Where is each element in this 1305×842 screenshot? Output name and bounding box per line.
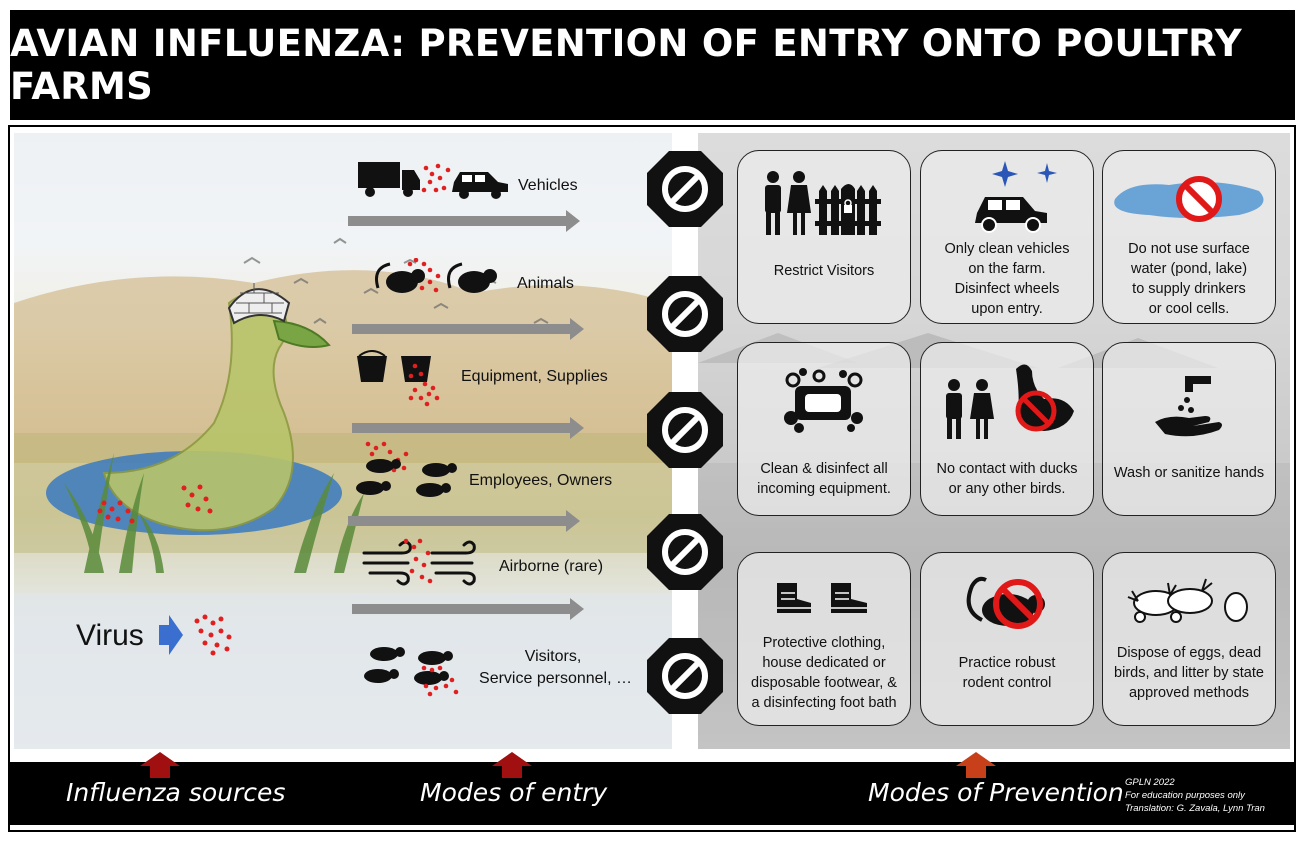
people-gate-icon [759, 169, 889, 239]
card-text-line: to supply drinkers [1132, 281, 1246, 297]
entry-arrow [348, 512, 580, 526]
rodents-icon [370, 258, 510, 298]
card-text-line: Dispose of eggs, dead [1116, 645, 1262, 661]
buckets-icon [355, 350, 455, 410]
mode-label-visitors-line2: Service personnel, … [479, 670, 632, 687]
credits-line: Translation: G. Zavala, Lynn Tran [1125, 803, 1265, 814]
card-text-line: birds, and litter by state [1114, 665, 1264, 681]
card-text-line: a disinfecting foot bath [751, 695, 897, 711]
vehicles-icon [358, 160, 508, 200]
card-rodent-control [920, 552, 1094, 726]
card-text-line: Wash or sanitize hands [1113, 465, 1265, 481]
card-text-line: Do not use surface [1128, 241, 1250, 257]
dead-birds-egg-icon [1124, 573, 1254, 633]
label-modes-of-entry: Modes of entry [420, 778, 608, 807]
card-text-line: Restrict Visitors [773, 263, 875, 279]
duck-illustration [44, 273, 404, 573]
card-text-line: Protective clothing, [762, 635, 886, 651]
soap-icon [779, 366, 869, 436]
wind-icon [362, 537, 492, 587]
virus-legend-icon [159, 611, 249, 661]
sparkling-car-icon [957, 157, 1057, 233]
stop-sign-icon [647, 392, 723, 468]
mode-label-visitors-line1: Visitors, [524, 648, 582, 665]
card-protective-clothing [737, 552, 911, 726]
card-text-line: rodent control [962, 675, 1052, 691]
card-text-line: Clean & disinfect all [760, 461, 888, 477]
card-text-line: or any other birds. [948, 481, 1066, 497]
label-influenza-sources: Influenza sources [66, 778, 286, 807]
card-text-line: water (pond, lake) [1130, 261, 1248, 277]
card-text-line: or cool cells. [1148, 301, 1230, 317]
entry-arrow [348, 212, 580, 226]
card-text-line: upon entry. [971, 301, 1043, 317]
up-arrow-icon [956, 752, 996, 778]
entry-arrow [352, 320, 584, 334]
virus-label: Virus [76, 619, 144, 652]
card-text-line: Disinfect wheels [954, 281, 1060, 297]
visitor-footprints-icon [360, 640, 470, 700]
card-text-line: Practice robust [958, 655, 1056, 671]
card-wash-hands [1102, 342, 1276, 516]
mode-label-employees: Employees, Owners [469, 472, 613, 489]
card-text-line: disposable footwear, & [751, 675, 897, 691]
entry-arrow [352, 419, 584, 433]
stop-sign-icon [647, 638, 723, 714]
card-clean-vehicles [920, 150, 1094, 324]
up-arrow-icon [140, 752, 180, 778]
label-modes-of-prevention: Modes of Prevention [868, 778, 1124, 807]
no-rodent-icon [952, 570, 1062, 634]
card-text-line: Only clean vehicles [944, 241, 1070, 257]
credits-line: GPLN 2022 [1125, 777, 1175, 788]
no-pond-icon [1109, 169, 1269, 229]
mode-label-equipment: Equipment, Supplies [461, 368, 608, 385]
card-text-line: incoming equipment. [757, 481, 891, 497]
card-text-line: approved methods [1128, 685, 1250, 701]
card-dispose-eggs [1102, 552, 1276, 726]
hand-wash-icon [1149, 370, 1229, 440]
stop-sign-icon [647, 151, 723, 227]
card-surface-water [1102, 150, 1276, 324]
card-text-line: No contact with ducks [936, 461, 1078, 477]
card-text-line: house dedicated or [762, 655, 886, 671]
title-bar [10, 10, 1295, 120]
mode-label-animals: Animals [517, 275, 574, 292]
mode-label-visitors [474, 646, 632, 690]
card-disinfect-equipment [737, 342, 911, 516]
mode-label-vehicles: Vehicles [518, 177, 578, 194]
page-title: AVIAN INFLUENZA: PREVENTION OF ENTRY ONTO POULTRY FARMS [10, 22, 1242, 108]
mode-label-airborne: Airborne (rare) [499, 558, 604, 575]
card-restrict-visitors [737, 150, 911, 324]
stop-sign-icon [647, 514, 723, 590]
people-no-birds-icon [932, 359, 1082, 445]
credits [1125, 776, 1265, 815]
credits-line: For education purposes only [1125, 790, 1245, 801]
entry-arrow [352, 600, 584, 614]
panel-divider [672, 127, 698, 827]
boots-icon [769, 577, 879, 617]
footprints-icon [350, 440, 470, 500]
stop-sign-icon [647, 276, 723, 352]
card-no-bird-contact [920, 342, 1094, 516]
up-arrow-icon [492, 752, 532, 778]
card-text-line: on the farm. [968, 261, 1046, 277]
